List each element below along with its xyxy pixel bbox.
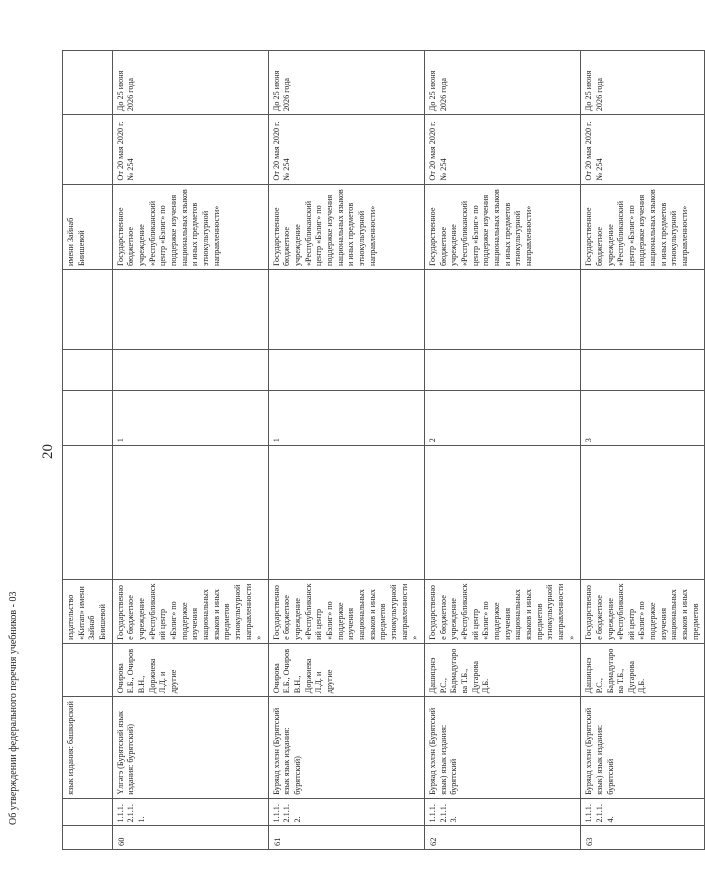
cell [63, 826, 113, 850]
title-header-cell: язык издания: башкирский [63, 697, 113, 798]
footer-text: Об утверждении федерального перечня учебников - 03 [8, 591, 19, 825]
cell [112, 350, 268, 391]
row-valid: До 25 июня 2026 года [268, 51, 424, 115]
cell [63, 643, 113, 696]
row-publisher: Государственное бюджетное учреждение «Республиканский центр «Бэлиг» по поддержке изучения национальных языков и иных предметов этнокультурной направленности» [425, 579, 581, 643]
row-code: 1.1.1.2.1.1.2. [268, 798, 424, 826]
row-title: Буряад хэлэн (Бурятский язык) язык издания: бурятский [581, 697, 705, 798]
row-executor: Государственное бюджетное учреждение «Республиканский центр «Бэлиг» по поддержке изучения национальных языков и иных предметов этнокультурной направленности» [268, 184, 424, 269]
row-code: 1.1.1.2.1.1.1. [112, 798, 268, 826]
row-number: 62 [425, 826, 581, 850]
row-executor: Государственное бюджетное учреждение «Республиканский центр «Бэлиг» по поддержке изучения национальных языков и иных предметов этнокультурной направленности» [581, 184, 705, 269]
row-number: 63 [581, 826, 705, 850]
row-authors: Очирова Е.Б., Очиров В.Н., Доржиева Л.Д. и другие [268, 643, 424, 696]
row-valid: До 25 июня 2026 года [581, 51, 705, 115]
cell [268, 270, 424, 350]
row-publisher: Государственное бюджетное учреждение «Республиканский центр «Бэлиг» по поддержке изучения национальных языков и иных предметов этнокультурной направленности» [268, 579, 424, 643]
row-number: 61 [268, 826, 424, 850]
row-publisher: Государственное бюджетное учреждение «Республиканский центр «Бэлиг» по поддержке изучения национальных языков и иных предметов [581, 579, 705, 643]
cell [581, 350, 705, 391]
cell [63, 390, 113, 446]
row-title: Буряад хэлэн (Бурятский язык) язык издания: бурятский [425, 697, 581, 798]
executor-header-cell: имени Зайнаб Биишевой [63, 184, 113, 269]
cell [112, 270, 268, 350]
row-authors: Дашицэнэ Р.С., Бадмадугарова Т.Б., Дугарова Д.Б. [581, 643, 705, 696]
row-code: 1.1.1.2.1.1.3. [425, 798, 581, 826]
row-grade: 1 [112, 390, 268, 446]
row-order: От 20 мая 2020 г. № 254 [425, 115, 581, 184]
row-order: От 20 мая 2020 г. № 254 [112, 115, 268, 184]
cell [63, 51, 113, 115]
row-valid: До 25 июня 2026 года [112, 51, 268, 115]
row-grade: 3 [581, 390, 705, 446]
page-number: 20 [40, 444, 56, 459]
row-code: 1.1.1.2.1.1.4. [581, 798, 705, 826]
cell [63, 446, 113, 580]
cell [63, 115, 113, 184]
row-grade: 2 [425, 390, 581, 446]
cell [63, 270, 113, 350]
row-valid: До 25 июня 2026 года [425, 51, 581, 115]
cell [63, 350, 113, 391]
row-authors: Очирова Е.Б., Очиров В.Н., Доржиева Л.Д. и другие [112, 643, 268, 696]
row-title: Буряад хэлэн (Бурятский язык язык издания: бурятский) [268, 697, 424, 798]
row-grade: 1 [268, 390, 424, 446]
row-number: 60 [112, 826, 268, 850]
table-row [581, 51, 705, 850]
table-row [112, 51, 268, 850]
row-order: От 20 мая 2020 г. № 254 [581, 115, 705, 184]
textbook-table [62, 50, 705, 850]
table-row [268, 51, 424, 850]
cell [425, 446, 581, 580]
table-header-row [63, 51, 113, 850]
row-title: Үлгәгэ (Бурятский язык издания: бурятский) [112, 697, 268, 798]
row-order: От 20 мая 2020 г. № 254 [268, 115, 424, 184]
cell [425, 270, 581, 350]
cell [581, 446, 705, 580]
cell [268, 446, 424, 580]
row-executor: Государственное бюджетное учреждение «Республиканский центр «Бэлиг» по поддержке изучения национальных языков и иных предметов этнокультурной направленности» [425, 184, 581, 269]
cell [268, 350, 424, 391]
cell [425, 350, 581, 391]
row-publisher: Государственное бюджетное учреждение «Республиканский центр «Бэлиг» по поддержке изучения национальных языков и иных предметов этнокультурной направленности» [112, 579, 268, 643]
cell [63, 798, 113, 826]
cell [112, 446, 268, 580]
cell [581, 270, 705, 350]
publisher-header-cell: издательство «Китап» имени Зайнаб Биишевой [63, 579, 113, 643]
row-executor: Государственное бюджетное учреждение «Республиканский центр «Бэлиг» по поддержке изучения национальных языков и иных предметов этнокультурной направленности» [112, 184, 268, 269]
row-authors: Дашицэнэ Р.С., Бадмадугарова Т.Б., Дугарова Д.Б. [425, 643, 581, 696]
table-row [425, 51, 581, 850]
